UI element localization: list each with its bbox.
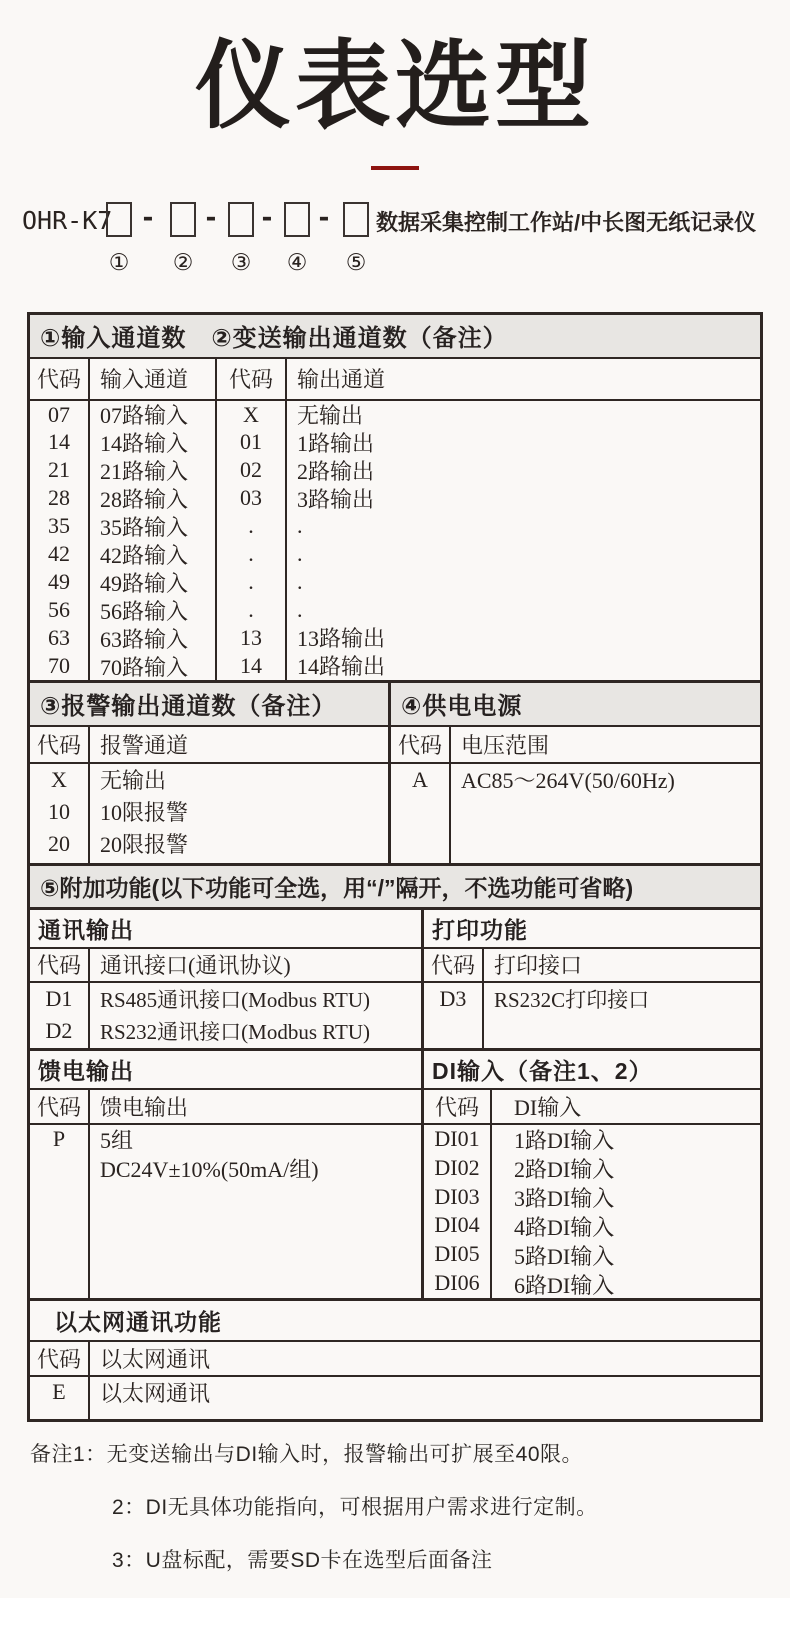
table-cell: .	[297, 541, 303, 567]
red-divider	[371, 166, 419, 170]
table-cell: DC24V±10%(50mA/组)	[100, 1156, 319, 1182]
model-box-1	[106, 202, 132, 237]
comm-interface-column	[88, 983, 421, 1048]
di-table	[424, 1123, 760, 1298]
ethernet-column-headers	[30, 1340, 760, 1375]
col-header-voltage-range: 电压范围	[449, 727, 760, 762]
table-cell: 6路DI输入	[514, 1272, 615, 1298]
table-cell: 02	[240, 457, 262, 483]
col-header-code: 代码	[36, 732, 81, 758]
table-cell: 70路输入	[100, 655, 189, 681]
table-cell: P	[52, 1126, 66, 1152]
model-separator: -	[203, 202, 219, 233]
section-3-table	[30, 762, 388, 863]
section-3-header: ③报警输出通道数（备注）	[30, 683, 388, 725]
section-5-comm-print	[30, 907, 760, 1048]
table-cell: 2路DI输入	[514, 1156, 615, 1182]
model-separator: -	[140, 202, 156, 233]
position-label-1: ①	[108, 249, 130, 275]
ethernet-title: 以太网通讯功能	[30, 1298, 760, 1340]
table-cell: DI05	[434, 1241, 480, 1267]
section-4-column-headers	[391, 725, 760, 762]
table-cell: 01	[240, 429, 262, 455]
table-cell: 14路输出	[297, 654, 386, 680]
input-channel-column	[88, 401, 215, 680]
col-header-code: 代码	[36, 953, 81, 979]
feed-output-block	[30, 1051, 424, 1298]
model-box-3	[228, 202, 254, 237]
col-header-comm-interface: 通讯接口(通讯协议)	[88, 949, 421, 981]
table-cell: 4路DI输入	[514, 1214, 615, 1240]
table-cell: .	[297, 513, 303, 539]
section-4-header: ④供电电源	[391, 683, 760, 725]
col-header-code: 代码	[430, 953, 475, 979]
table-cell: 1路输出	[297, 431, 375, 457]
comm-column-headers	[30, 947, 421, 981]
table-cell: .	[297, 596, 303, 622]
table-cell: DI02	[434, 1154, 480, 1180]
model-box-5	[343, 202, 369, 237]
model-box-2	[170, 202, 196, 237]
di-code-column	[424, 1125, 490, 1298]
model-box-4	[284, 202, 310, 237]
table-cell: 07	[48, 401, 70, 427]
position-label-3: ③	[230, 249, 252, 275]
table-cell: 49	[48, 568, 70, 594]
table-cell: 2路输出	[297, 459, 375, 485]
output-channel-column	[285, 401, 760, 680]
table-cell: 28	[48, 485, 70, 511]
table-cell: 35路输入	[100, 515, 189, 541]
table-cell: 42	[48, 541, 70, 567]
table-cell: 28路输入	[100, 487, 189, 513]
table-cell: 无输出	[297, 403, 364, 429]
table-cell: .	[248, 596, 254, 622]
col-header-code: 代码	[36, 1346, 81, 1372]
model-prefix: OHR-K7	[22, 205, 113, 235]
table-cell: 20限报警	[100, 832, 189, 858]
section-1-2-table	[30, 399, 760, 680]
print-function-title: 打印功能	[432, 916, 528, 943]
print-function-block	[424, 910, 760, 1048]
table-cell: 21路输入	[100, 459, 189, 485]
table-cell: 49路输入	[100, 571, 189, 597]
section-4-table	[391, 762, 760, 863]
section-5-header: ⑤附加功能(以下功能可全选，用“/”隔开，不选功能可省略)	[30, 863, 760, 907]
col-header-output-channel: 输出通道	[285, 359, 760, 399]
table-cell: DI01	[434, 1126, 480, 1151]
table-cell: DI04	[434, 1212, 480, 1238]
position-label-2: ②	[172, 249, 194, 275]
notes	[30, 1438, 790, 1574]
table-cell: 14	[240, 652, 262, 678]
feed-output-title: 馈电输出	[38, 1057, 134, 1084]
di-input-title: DI输入（备注1、2）	[432, 1057, 653, 1084]
table-cell: D2	[45, 1018, 73, 1044]
print-table	[424, 981, 760, 1048]
table-cell: 5路DI输入	[514, 1243, 615, 1269]
table-cell: 13路输出	[297, 626, 386, 652]
table-cell: 14路输入	[100, 431, 189, 457]
model-code-row	[0, 202, 790, 294]
table-cell: 63	[48, 624, 70, 650]
table-cell: DI03	[434, 1183, 480, 1209]
section-5-feed-di	[30, 1048, 760, 1298]
col-header-code: 代码	[434, 1094, 479, 1120]
table-cell: AC85～264V(50/60Hz)	[461, 768, 675, 794]
table-cell: 以太网通讯	[100, 1380, 211, 1406]
feed-code-column	[30, 1125, 88, 1298]
col-header-code: 代码	[397, 732, 442, 758]
table-cell: 无输出	[100, 768, 167, 794]
output-code-column	[215, 401, 285, 680]
table-cell: RS485通讯接口(Modbus RTU)	[100, 987, 371, 1012]
print-code-column	[424, 983, 482, 1048]
print-interface-column	[482, 983, 760, 1048]
alarm-code-column	[30, 764, 88, 863]
model-description: 数据采集控制工作站/中长图无纸记录仪	[376, 209, 757, 235]
model-separator: -	[259, 202, 275, 233]
table-cell: D3	[439, 986, 467, 1012]
table-cell: .	[248, 513, 254, 539]
ethernet-value-column	[88, 1377, 760, 1419]
table-cell: 13	[240, 624, 262, 650]
table-cell: 56路输入	[100, 599, 189, 625]
ethernet-code-column	[30, 1377, 88, 1419]
di-column-headers	[424, 1088, 760, 1123]
section-1-2-column-headers	[30, 357, 760, 399]
table-cell: 5组	[100, 1127, 134, 1153]
section-3-4	[30, 680, 760, 863]
section-4	[391, 683, 760, 863]
table-cell: X	[243, 401, 259, 427]
table-cell: 70	[48, 652, 70, 678]
table-cell: RS232C打印接口	[494, 988, 650, 1013]
comm-output-title: 通讯输出	[38, 916, 134, 943]
table-cell: 03	[240, 485, 262, 511]
col-header-di-input: DI输入	[490, 1090, 760, 1123]
table-cell: .	[248, 541, 254, 567]
position-label-5: ⑤	[345, 249, 367, 275]
col-header-print-interface: 打印接口	[482, 949, 760, 981]
table-cell: E	[52, 1379, 66, 1405]
table-cell: 20	[48, 830, 70, 856]
table-cell: X	[51, 766, 67, 792]
col-header-alarm-channel: 报警通道	[88, 727, 388, 762]
table-cell: 63路输入	[100, 627, 189, 653]
input-code-column	[30, 401, 88, 680]
print-column-headers	[424, 947, 760, 981]
section-3-column-headers	[30, 725, 388, 762]
col-header-ethernet: 以太网通讯	[88, 1342, 760, 1375]
table-cell: .	[248, 568, 254, 594]
table-cell: 3路输出	[297, 487, 375, 513]
table-cell: 3路DI输入	[514, 1185, 615, 1211]
option-grid	[27, 312, 763, 1422]
col-header-input-channel: 输入通道	[88, 359, 215, 399]
table-cell: 14	[48, 429, 70, 455]
table-cell: 10	[48, 798, 70, 824]
table-cell: 10限报警	[100, 800, 189, 826]
col-header-code: 代码	[36, 367, 81, 393]
feed-table	[30, 1123, 421, 1298]
table-cell: 42路输入	[100, 543, 189, 569]
power-code-column	[391, 764, 449, 863]
di-input-block	[424, 1051, 760, 1298]
ethernet-table	[30, 1375, 760, 1419]
comm-code-column	[30, 983, 88, 1048]
comm-table	[30, 981, 421, 1048]
table-cell: 35	[48, 513, 70, 539]
voltage-range-column	[449, 764, 760, 863]
table-cell: 07路输入	[100, 403, 189, 429]
table-cell: RS232通讯接口(Modbus RTU)	[100, 1020, 371, 1045]
feed-output-column	[88, 1125, 421, 1298]
col-header-code: 代码	[36, 1094, 81, 1120]
section-1-2-header: ①输入通道数 ②变送输出通道数（备注）	[30, 315, 760, 357]
table-cell: DI06	[434, 1270, 480, 1296]
table-cell: A	[412, 766, 428, 792]
note-3: 3：U盘标配，需要SD卡在选型后面备注	[112, 1548, 493, 1572]
comm-output-block	[30, 910, 424, 1048]
col-header-feed-output: 馈电输出	[88, 1090, 421, 1123]
table-cell: 56	[48, 596, 70, 622]
di-input-column	[490, 1125, 760, 1298]
position-label-4: ④	[286, 249, 308, 275]
feed-column-headers	[30, 1088, 421, 1123]
model-separator: -	[316, 202, 332, 233]
table-cell: D1	[45, 985, 73, 1011]
table-cell: 1路DI输入	[514, 1127, 615, 1153]
alarm-channel-column	[88, 764, 388, 863]
col-header-code: 代码	[215, 359, 285, 399]
note-2: 2：DI无具体功能指向，可根据用户需求进行定制。	[112, 1495, 598, 1519]
note-1: 备注1：无变送输出与DI输入时，报警输出可扩展至40限。	[30, 1442, 584, 1466]
table-cell: 21	[48, 457, 70, 483]
table-cell: .	[297, 568, 303, 594]
page-title: 仪表选型	[195, 33, 595, 140]
section-3	[30, 683, 391, 863]
